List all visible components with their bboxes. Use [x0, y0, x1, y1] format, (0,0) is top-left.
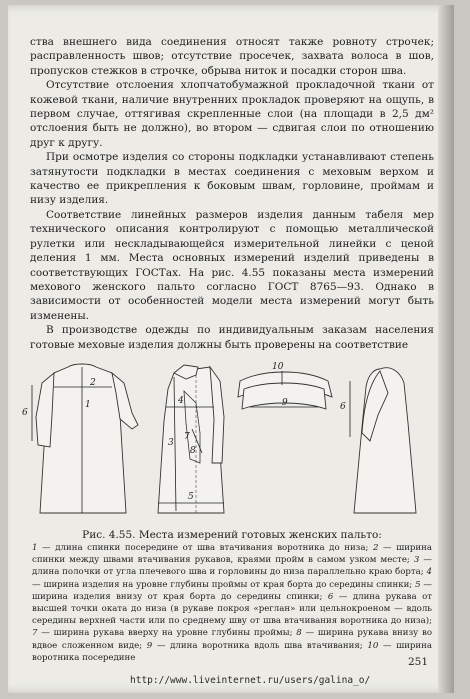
- caption-num: 3: [413, 555, 420, 566]
- caption-num: 1: [32, 543, 38, 553]
- paragraph-2: Отсутствие отслоения хлопчатобумажной прокладочной ткани от кожевой ткани, наличие внутренних прокладок проверяют на ощупь, в первом случае, оттягивая скрепленные слои (на площади в 2,5 дм² отслоения быть не должно), во втором — сдвигая слои по отношению друг к другу.: [30, 79, 434, 149]
- label-6a: 6: [22, 408, 28, 418]
- caption-num: 2: [372, 543, 379, 553]
- caption-text: длина полочки от угла плечевого шва и горловины до низа параллельно краю борта;: [32, 567, 424, 578]
- caption-text: ширина изделия на уровне глубины проймы от края борта до середины спинки;: [43, 579, 413, 590]
- coat-measurement-drawing: [22, 362, 438, 523]
- caption-num: 9: [146, 640, 153, 651]
- caption-text: ширина воротника посередине: [32, 640, 433, 663]
- label-2: 2: [90, 378, 96, 388]
- label-6b: 6: [340, 402, 346, 412]
- coat-back-view: [22, 364, 138, 513]
- label-9: 9: [282, 398, 288, 408]
- collar-view: [238, 362, 332, 409]
- label-1: 1: [85, 400, 91, 410]
- label-5: 5: [188, 492, 194, 502]
- caption-num: 4: [426, 567, 432, 578]
- watermark-url: http://www.liveinternet.ru/users/galina_o/: [130, 675, 371, 686]
- caption-text: ширина изделия внизу от края борта до середины спинки;: [32, 591, 323, 602]
- caption-num: 7: [32, 628, 38, 639]
- caption-num: 8: [296, 628, 302, 639]
- figure-caption-body: 1 — длина спинки посередине от шва втачивания воротника до низа; 2 — ширина спинки между швами втачивания рукавов, краями пройм в самом узком месте; 3 — длина полочки от угла плечевого шва и горловины до низа параллельно краю борта; 4 — ширина изделия на уровне глубины проймы от края борта до середины спинки; 5 — ширина изделия внизу от края борта до середины спинки; 6 — длина рукава от высшей точки оката до низа (в рукаве покроя «реглан» или цельнокроеном — вдоль середины верхней части или по среднему шву от шва втачивания воротника до низа); 7 — ширина рукава вверху на уровне глубины проймы; 8 — ширина рукава внизу во вдвое сложенном виде; 9 — длина воротника вдоль шва втачивания; 10 — ширина воротника посередине: [32, 543, 433, 663]
- paragraph-3: При осмотре изделия со стороны подкладки устанавливают степень затянутости подкладки в местах соединения с меховым верхом и качество ее прикрепления к боковым швам, горловине, проймам и низу изделия.: [30, 151, 434, 207]
- label-7: 7: [184, 432, 190, 442]
- caption-text: длина рукава от высшей точки оката до низа (в рукаве покроя «реглан» или цельнокроеном — вдоль середины верхней части или по среднему шву от шва втачивания воротника до низа);: [32, 591, 432, 627]
- book-page: [8, 5, 454, 693]
- book-spine-shadow: [438, 5, 454, 693]
- figure-measurement-diagram: [22, 362, 438, 523]
- figure-caption-title: Рис. 4.55. Места измерений готовых женских пальто:: [82, 529, 382, 541]
- coat-side-view: [340, 368, 416, 513]
- caption-text: ширина рукава внизу во вдвое сложенном виде;: [32, 628, 433, 651]
- caption-num: 5: [415, 579, 421, 590]
- label-10: 10: [272, 362, 284, 372]
- caption-text: ширина спинки между швами втачивания рукавов, краями пройм в самом узком месте;: [32, 543, 433, 566]
- caption-num: 10: [367, 640, 379, 651]
- caption-num: 6: [327, 591, 334, 602]
- page-number: 251: [408, 656, 429, 668]
- paragraph-1: ства внешнего вида соединения относят также ровноту строчек; расправленность швов; отсутствие просечек, захвата волоса в шов, пропусков стежков в строчке, обрыва ниток и посадки сторон шва.: [30, 36, 434, 77]
- label-4: 4: [178, 396, 184, 406]
- paragraph-5: В производстве одежды по индивидуальным заказам населения готовые меховые изделия должны быть проверены на соответствие: [30, 324, 434, 351]
- coat-front-view: [158, 365, 224, 513]
- caption-text: ширина рукава вверху на уровне глубины проймы;: [53, 628, 293, 639]
- caption-text: длина воротника вдоль шва втачивания;: [170, 640, 363, 651]
- label-8: 8: [190, 446, 196, 456]
- body-text: [30, 35, 434, 352]
- label-3: 3: [168, 438, 174, 448]
- paragraph-4: Соответствие линейных размеров изделия данным табеля мер технического описания контролируют с помощью металлической рулетки или нескладывающейся измерительной линейки с ценой деления 1 мм. Места основных измерений изделий приведены в соответствующих ГОСТах. На рис. 4.55 показаны места измерений мехового женского пальто согласно ГОСТ 8765—93. Однако в зависимости от особенностей модели места измерений могут быть изменены.: [30, 208, 434, 322]
- caption-text: длина спинки посередине от шва втачивания воротника до низа;: [55, 543, 369, 553]
